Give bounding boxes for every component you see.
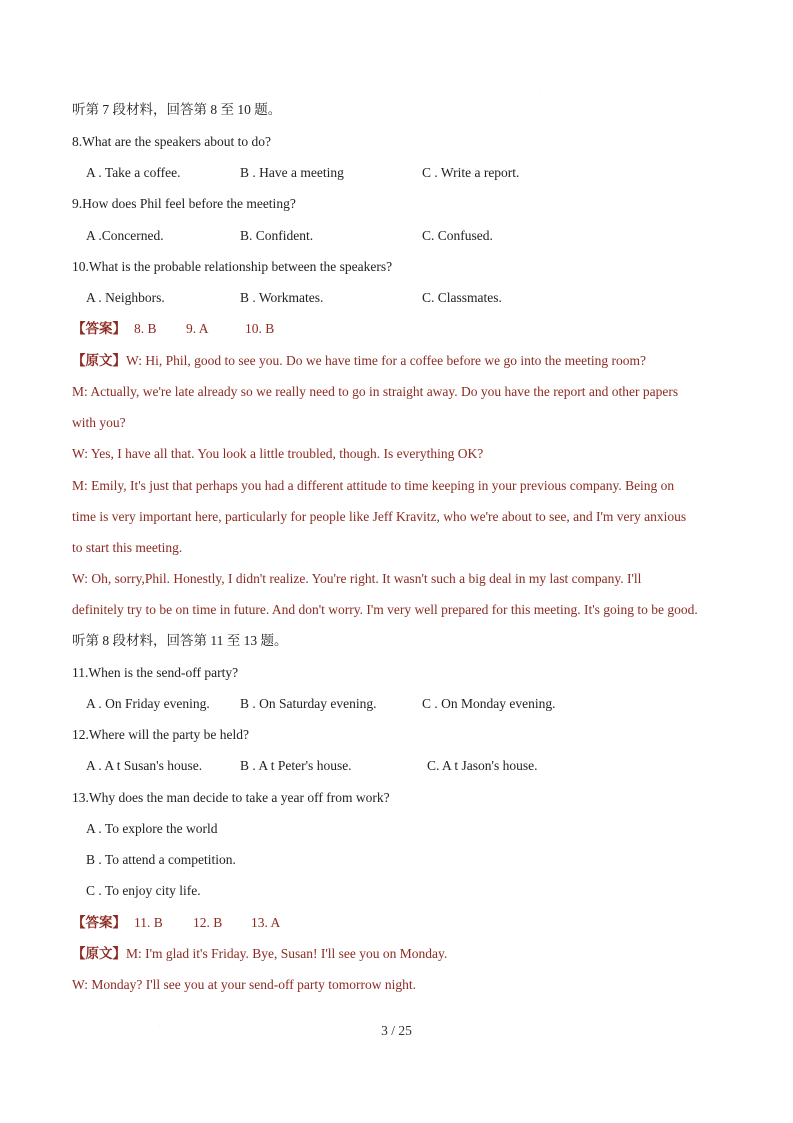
answer-tag: 【答案】 [72, 321, 126, 336]
transcript-line: with you? [72, 415, 126, 430]
transcript-line: W: Oh, sorry,Phil. Honestly, I didn't realize. You're right. It wasn't such a big deal in my last company. I'll [72, 571, 642, 586]
transcript-text: W: Hi, Phil, good to see you. Do we have time for a coffee before we go into the meeting room? [126, 353, 646, 368]
option-c: C . Write a report. [422, 165, 520, 180]
answer-line [72, 914, 281, 932]
transcript-line: to start this meeting. [72, 540, 183, 555]
question-stem: 8.What are the speakers about to do? [72, 134, 272, 149]
transcript-line [72, 945, 447, 963]
answer-value: 9. A [186, 321, 209, 336]
answer-tag: 【答案】 [72, 915, 126, 930]
transcript-line: W: Monday? I'll see you at your send-off party tomorrow night. [72, 977, 416, 992]
question-stem: 9.How does Phil feel before the meeting? [72, 196, 296, 211]
question-stem: 11.When is the send-off party? [72, 665, 239, 680]
option-c: C . On Monday evening. [422, 696, 556, 711]
scan-mark: · [158, 1024, 160, 1030]
transcript-line [72, 352, 646, 370]
question-stem: 12.Where will the party be held? [72, 727, 249, 742]
transcript-tag: 【原文】 [72, 353, 126, 368]
question-stem: 13.Why does the man decide to take a year off from work? [72, 790, 390, 805]
option-b: B . Have a meeting [240, 165, 344, 180]
option-c: C. Confused. [422, 228, 493, 243]
answer-value: 11. B [134, 915, 163, 930]
option-a: A . A t Susan's house. [86, 758, 203, 773]
transcript-line: M: Actually, we're late already so we really need to go in straight away. Do you have the report and other papers [72, 384, 679, 399]
scan-mark: · [540, 88, 542, 94]
option-a: A . On Friday evening. [86, 696, 210, 711]
section-heading: 听第 8 段材料，回答第 11 至 13 题。 [72, 633, 288, 648]
transcript-line: definitely try to be on time in future. And don't worry. I'm very well prepared for this meeting. It's going to be good. [72, 602, 698, 617]
option-b: B. Confident. [240, 228, 314, 243]
option-a: A .Concerned. [86, 228, 164, 243]
option-a: A . To explore the world [86, 821, 218, 836]
page-number: 3 / 25 [381, 1023, 412, 1038]
section-heading: 听第 7 段材料，回答第 8 至 10 题。 [72, 102, 282, 117]
option-b: B . A t Peter's house. [240, 758, 352, 773]
transcript-line: time is very important here, particularly for people like Jeff Kravitz, who we're about to see, and I'm very anxious [72, 509, 687, 524]
transcript-line: M: Emily, It's just that perhaps you had a different attitude to time keeping in your previous company. Being on [72, 478, 675, 493]
transcript-line: W: Yes, I have all that. You look a little troubled, though. Is everything OK? [72, 446, 484, 461]
answer-line [72, 320, 275, 338]
option-c: C. Classmates. [422, 290, 502, 305]
answer-value: 10. B [245, 321, 275, 336]
option-b: B . To attend a competition. [86, 852, 236, 867]
question-stem: 10.What is the probable relationship between the speakers? [72, 259, 393, 274]
option-a: A . Take a coffee. [86, 165, 181, 180]
transcript-text: M: I'm glad it's Friday. Bye, Susan! I'll see you on Monday. [126, 946, 448, 961]
answer-value: 8. B [134, 321, 157, 336]
option-b: B . Workmates. [240, 290, 324, 305]
option-c: C . To enjoy city life. [86, 883, 201, 898]
answer-value: 13. A [251, 915, 281, 930]
option-b: B . On Saturday evening. [240, 696, 377, 711]
option-c: C. A t Jason's house. [427, 758, 538, 773]
transcript-tag: 【原文】 [72, 946, 126, 961]
option-a: A . Neighbors. [86, 290, 165, 305]
answer-value: 12. B [193, 915, 223, 930]
